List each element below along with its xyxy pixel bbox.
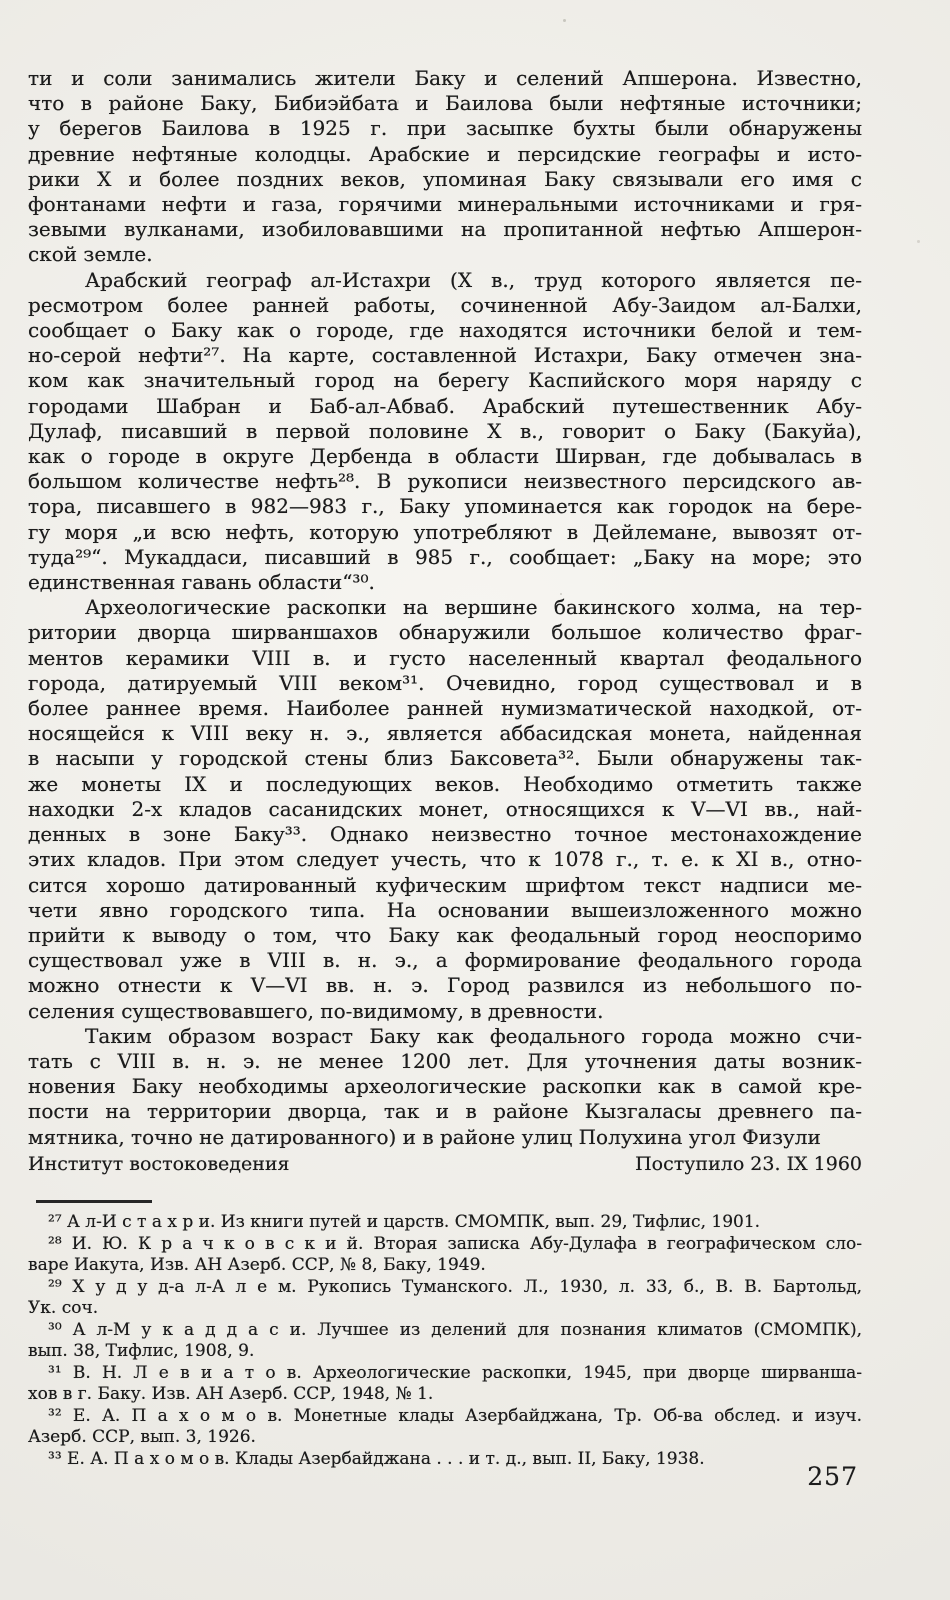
text-line: более раннее время. Наиболее ранней нумизматической находкой, от- bbox=[28, 696, 862, 721]
text-line: городами Шабран и Баб-ал-Абваб. Арабский путешественник Абу- bbox=[28, 393, 862, 418]
scan-speck bbox=[563, 19, 566, 22]
paragraph bbox=[28, 595, 862, 1023]
text-line: Ук. соч. bbox=[28, 1298, 99, 1318]
text-line: можно отнести к V—VI вв. н. э. Город развился из небольшого по- bbox=[28, 973, 862, 998]
body-text bbox=[28, 66, 862, 1150]
text-line: фонтанами нефти и газа, горячими минеральными источниками и гря- bbox=[28, 192, 862, 217]
footnote-separator-rule bbox=[36, 1200, 152, 1203]
text-line: находки 2-х кладов сасанидских монет, относящихся к V—VI вв., най- bbox=[28, 796, 862, 821]
text-line: ³³ Е. А. П а х о м о в. Клады Азербайджана . . . и т. д., вып. II, Баку, 1938. bbox=[48, 1448, 705, 1469]
footnote bbox=[28, 1363, 862, 1406]
footnote bbox=[28, 1449, 862, 1471]
text-line: Азерб. ССР, вып. 3, 1926. bbox=[28, 1427, 256, 1447]
text-line: ³² Е. А. П а х о м о в. Монетные клады Азербайджана, Тр. Об-ва обслед. и изуч. bbox=[48, 1405, 862, 1426]
scan-speck bbox=[397, 100, 399, 104]
text-line: варе Иакута, Изв. АН Азерб. ССР, № 8, Баку, 1949. bbox=[28, 1255, 486, 1275]
paragraph bbox=[28, 66, 862, 268]
text-line: ритории дворца ширваншахов обнаружили большое количество фраг- bbox=[28, 620, 862, 645]
text-line: денных в зоне Баку³³. Однако неизвестно точное местонахождение bbox=[28, 822, 862, 847]
text-line: сится хорошо датированный куфическим шрифтом текст надписи ме- bbox=[28, 872, 862, 897]
text-line: рики X и более поздних веков, упоминая Баку связывали его имя с bbox=[28, 166, 862, 191]
text-line: ³⁰ А л-М у к а д д а с и. Лучшее из делений для познания климатов (СМОМПК), bbox=[48, 1319, 862, 1340]
text-line: тора, писавшего в 982—983 г., Баку упоминается как городок на бере- bbox=[28, 494, 862, 519]
text-line: ²⁸ И. Ю. К р а ч к о в с к и й. Вторая записка Абу-Дулафа в географическом сло- bbox=[48, 1233, 862, 1254]
text-line: мятника, точно не датированного) и в районе улиц Полухина угол Физули bbox=[28, 1124, 821, 1149]
paragraph bbox=[28, 1024, 862, 1150]
text-line: ти и соли занимались жители Баку и селений Апшерона. Известно, bbox=[28, 66, 862, 90]
text-line: же монеты IX и последующих веков. Необходимо отметить также bbox=[28, 771, 862, 796]
text-line: существовал уже в VIII в. н. э., а формирование феодального города bbox=[28, 948, 862, 973]
text-line: ментов керамики VIII в. и густо населенный квартал феодального bbox=[28, 645, 862, 670]
footnote bbox=[28, 1277, 862, 1320]
footnote bbox=[28, 1320, 862, 1363]
footnote bbox=[28, 1406, 862, 1449]
text-line: новения Баку необходимы археологические раскопки как в самой кре- bbox=[28, 1074, 862, 1099]
footnote bbox=[28, 1212, 862, 1234]
text-line: ком как значительный город на берегу Каспийского моря наряду с bbox=[28, 368, 862, 393]
text-line: хов в г. Баку. Изв. АН Азерб. ССР, 1948, № 1. bbox=[28, 1384, 434, 1404]
text-line: гу моря „и всю нефть, которую употребляют в Дейлемане, вывозят от- bbox=[28, 519, 862, 544]
paragraph bbox=[28, 268, 862, 596]
footnote bbox=[28, 1234, 862, 1277]
text-line: ²⁷ А л-И с т а х р и. Из книги путей и царств. СМОМПК, вып. 29, Тифлис, 1901. bbox=[48, 1212, 761, 1232]
text-line: что в районе Баку, Бибиэйбата и Баилова были нефтяные источники; bbox=[28, 91, 862, 116]
text-line: Дулаф, писавший в первой половине X в., говорит о Баку (Бакуйа), bbox=[28, 418, 862, 443]
text-line: как о городе в округе Дербенда в области Ширван, где добывалась в bbox=[28, 444, 862, 469]
text-line: носящейся к VIII веку н. э., является аббасидская монета, найденная bbox=[28, 721, 862, 746]
text-line: Таким образом возраст Баку как феодального города можно счи- bbox=[85, 1023, 862, 1048]
text-line: Арабский географ ал-Истахри (X в., труд которого является пе- bbox=[85, 267, 862, 292]
text-line: Археологические раскопки на вершине бакинского холма, на тер- bbox=[85, 595, 862, 620]
page-number: 257 bbox=[807, 1462, 858, 1491]
byline-received-date: Поступило 23. IX 1960 bbox=[635, 1153, 862, 1175]
text-line: тать с VIII в. н. э. не менее 1200 лет. Для уточнения даты возник- bbox=[28, 1048, 862, 1073]
text-line: у берегов Баилова в 1925 г. при засыпке бухты были обнаружены bbox=[28, 116, 862, 141]
text-line: пости на территории дворца, так и в районе Кызгаласы древнего па- bbox=[28, 1099, 862, 1124]
byline bbox=[28, 1152, 862, 1176]
text-line: селения существовавшего, по-видимому, в древности. bbox=[28, 998, 604, 1023]
text-line: города, датируемый VIII веком³¹. Очевидно, город существовал и в bbox=[28, 670, 862, 695]
text-line: ресмотром более ранней работы, сочиненной Абу-Заидом ал-Балхи, bbox=[28, 292, 862, 317]
text-line: сообщает о Баку как о городе, где находятся источники белой и тем- bbox=[28, 318, 862, 343]
text-line: ской земле. bbox=[28, 242, 153, 267]
text-line: чети явно городского типа. На основании вышеизложенного можно bbox=[28, 897, 862, 922]
scan-speck bbox=[560, 593, 562, 595]
text-line: но-серой нефти²⁷. На карте, составленной Истахри, Баку отмечен зна- bbox=[28, 343, 862, 368]
scan-speck bbox=[917, 240, 920, 243]
footnotes bbox=[28, 1212, 862, 1470]
text-line: в насыпи у городской стены близ Баксовета³². Были обнаружены так- bbox=[28, 746, 862, 771]
text-line: ³¹ В. Н. Л е в и а т о в. Археологические раскопки, 1945, при дворце ширванша- bbox=[48, 1362, 862, 1383]
text-line: вып. 38, Тифлис, 1908, 9. bbox=[28, 1341, 255, 1361]
text-line: единственная гавань области“³⁰. bbox=[28, 570, 375, 595]
text-line: большом количестве нефть²⁸. В рукописи неизвестного персидского ав- bbox=[28, 469, 862, 494]
text-line: туда²⁹“. Мукаддаси, писавший в 985 г., сообщает: „Баку на море; это bbox=[28, 544, 862, 569]
text-line: зевыми вулканами, изобиловавшими на пропитанной нефтью Апшерон- bbox=[28, 217, 862, 242]
byline-institution: Институт востоковедения bbox=[28, 1153, 290, 1175]
text-line: древние нефтяные колодцы. Арабские и персидские географы и исто- bbox=[28, 141, 862, 166]
text-line: этих кладов. При этом следует учесть, что к 1078 г., т. е. к XI в., отно- bbox=[28, 847, 862, 872]
text-line: ²⁹ Х у д у д-а л-А л е м. Рукопись Туманского. Л., 1930, л. 33, б., В. В. Бартольд, bbox=[48, 1276, 862, 1297]
text-line: прийти к выводу о том, что Баку как феодальный город неоспоримо bbox=[28, 922, 862, 947]
